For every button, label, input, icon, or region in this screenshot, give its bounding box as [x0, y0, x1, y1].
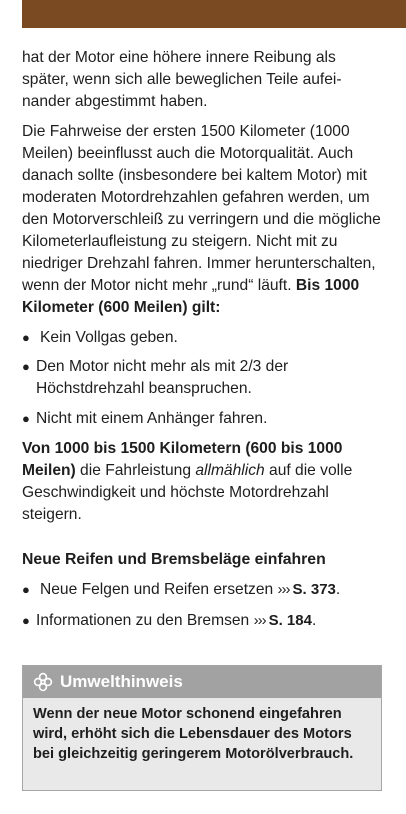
reference-arrows-icon: ›››	[253, 612, 266, 629]
list-item-text: Informationen zu den Bremsen	[36, 612, 254, 629]
list-item	[22, 610, 384, 632]
bullet-icon: ●	[22, 411, 30, 426]
page-content	[22, 47, 384, 640]
paragraph-fahrweise-bold: Bis 1000 Kilometer (600 Meilen) gilt:	[22, 277, 360, 316]
list-item	[22, 408, 384, 430]
page-reference-link[interactable]	[278, 581, 336, 598]
list-item-text: Neue Felgen und Reifen ersetzen	[40, 581, 278, 598]
environment-note-header	[23, 666, 381, 698]
list-item-period: .	[311, 612, 317, 629]
paragraph-von-1000-bold: Von 1000 bis 1500 Kilometern (600 bis 1000 Meilen)	[22, 440, 343, 479]
section-heading: Neue Reifen und Bremsbeläge einfahren	[22, 551, 326, 568]
bullet-icon: ●	[22, 330, 30, 345]
paragraph-von-1000-text-end: auf die volle Geschwindigkeit und höchste Motordrehzahl steigern.	[22, 462, 353, 523]
list-item	[22, 327, 384, 349]
paragraph-fahrweise-text: Die Fahrweise der ersten 1500 Kilometer (1000 Meilen) beeinflusst auch die Motorqualität. Auch danach sollte (insbesondere bei kaltem Motor) mit moderaten Motordrehzahlen gefahren werden, um den Motorverschleiß zu verringern und die mögliche Kilometerlaufleistung zu steigern. Nicht mit zu niedriger Drehzahl fahren. Immer herunterschalten, wenn der Motor nicht mehr „rund“ läuft.	[22, 123, 381, 294]
reference-arrows-icon: ›››	[277, 581, 290, 598]
list-item-content	[36, 579, 340, 601]
list-item-text: Kein Vollgas geben.	[40, 329, 178, 346]
list-item-period: .	[335, 581, 341, 598]
list-item-text: Den Motor nicht mehr als mit 2/3 der Höchstdrehzahl beanspruchen.	[36, 358, 289, 397]
bullet-icon: ●	[22, 613, 30, 628]
list-item	[22, 356, 384, 400]
page-reference: S. 184	[268, 612, 312, 629]
list-item-content	[36, 610, 316, 632]
chapter-header-bar	[22, 0, 406, 28]
bullet-icon: ●	[22, 582, 30, 597]
bullet-icon: ●	[22, 359, 30, 374]
paragraph-von-1000-text: die Fahrleistung	[75, 462, 196, 479]
paragraph-fahrweise	[22, 121, 384, 319]
environment-note-text: Wenn der neue Motor schonend eingefahren wird, erhöht sich die Lebensdauer des Motors bei gleichzeitig geringerem Motorölverbrauch.	[33, 706, 354, 762]
environment-note-title: Umwelthinweis	[60, 672, 183, 691]
page-reference: S. 373	[292, 581, 336, 598]
environment-note-box	[22, 665, 382, 791]
paragraph-reibung: hat der Motor eine höhere innere Reibung als später, wenn sich alle beweglichen Teile aufeinander abgestimmt haben.	[22, 49, 342, 110]
flower-icon	[33, 672, 53, 692]
list-item	[22, 579, 384, 601]
paragraph-von-1000-emphasis: allmählich	[195, 462, 265, 479]
list-item-text: Nicht mit einem Anhänger fahren.	[36, 410, 268, 427]
page-reference-link[interactable]	[254, 612, 312, 629]
paragraph-von-1000	[22, 438, 384, 526]
